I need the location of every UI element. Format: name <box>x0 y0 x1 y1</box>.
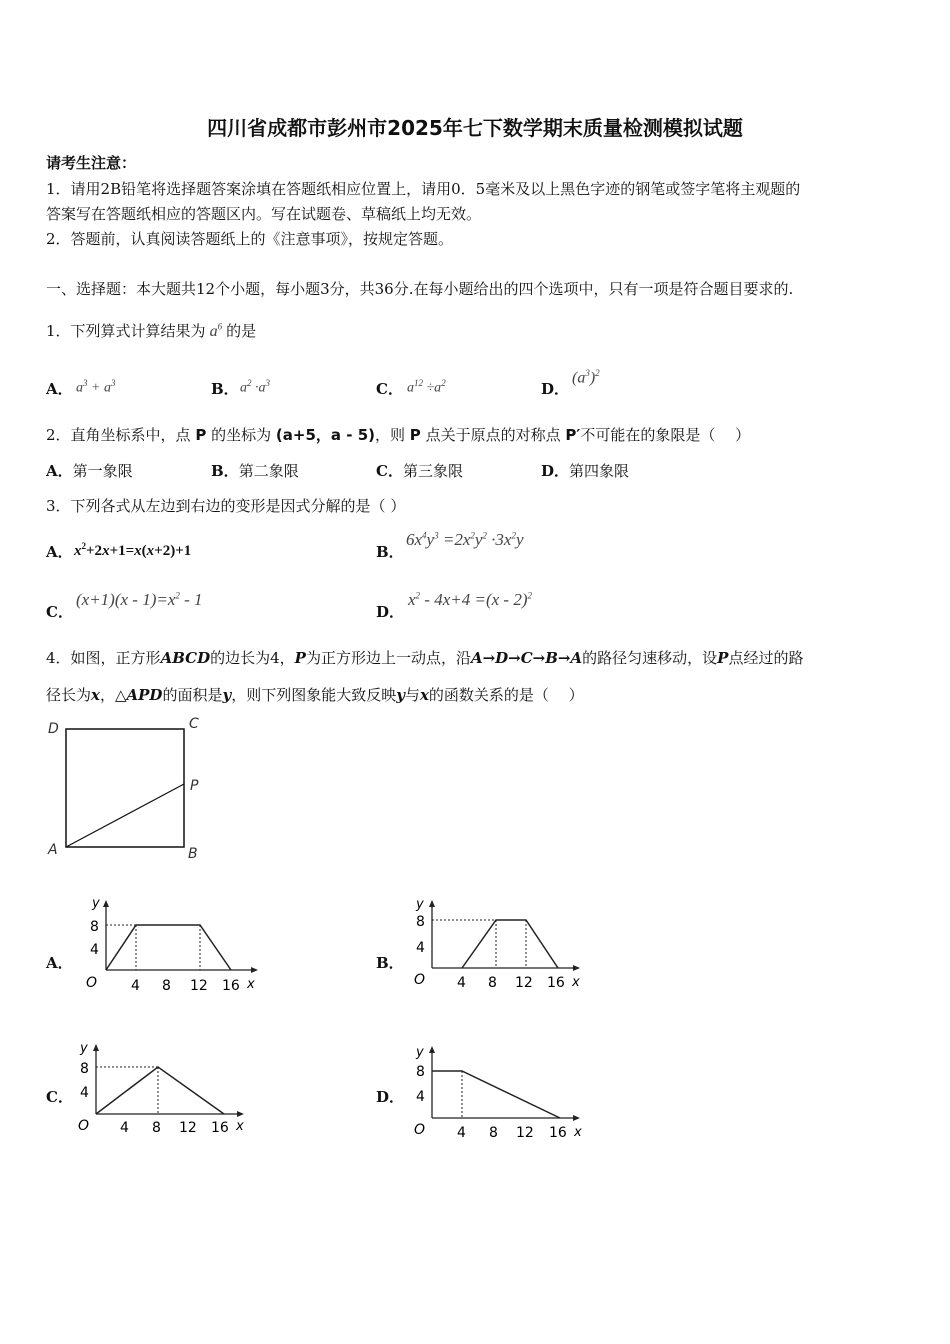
q3-option-b-label: B． <box>376 543 404 561</box>
stem-mid: 的坐标为 <box>211 426 272 444</box>
q1-option-c-label: C． <box>376 380 403 398</box>
stem-text: 的路径匀速移动，设 <box>582 649 718 667</box>
svg-text:O: O <box>86 975 98 991</box>
triangle-name: APD <box>126 686 163 704</box>
svg-text:x: x <box>574 1125 582 1140</box>
q3-option-d-label: D． <box>376 603 405 621</box>
stem-post: 不可能在的象限是（ ） <box>580 426 751 444</box>
svg-text:x: x <box>572 975 580 990</box>
q4-option-a-label: A． <box>46 954 73 972</box>
svg-text:O: O <box>78 1118 90 1134</box>
svg-text:8: 8 <box>90 919 99 935</box>
option-label: D． <box>541 462 570 480</box>
math-a6: $a^6$ <box>205 321 223 340</box>
q1-option-b-expr: $a^2 \cdot a^3$ <box>240 378 270 396</box>
stem-text: 的面积是 <box>162 686 223 704</box>
graph-b <box>404 894 594 994</box>
q3-option-d-expr: $x^2 - 4x+4 =(x - 2)^2$ <box>408 590 532 609</box>
svg-text:16: 16 <box>549 1125 567 1141</box>
q1-option-b-label: B． <box>211 380 239 398</box>
point-p-2: P <box>409 426 421 444</box>
option-text: 第三象限 <box>402 462 463 480</box>
svg-text:y: y <box>80 1041 88 1056</box>
svg-text:8: 8 <box>489 1125 498 1141</box>
option-label: C． <box>376 462 403 480</box>
q3-option-c-expr: $(x+1)(x - 1)=x^2 - 1$ <box>76 590 203 609</box>
stem-text: ，△ <box>99 686 127 704</box>
section-heading: 一、选择题：本大题共12个小题，每小题3分，共36分.在每小题给出的四个选项中，只有一项是符合题目要求的. <box>46 280 794 298</box>
option-label: B． <box>211 462 239 480</box>
q3-option-a-label: A． <box>46 543 73 561</box>
stem-text: 的函数关系的是（ ） <box>428 686 584 704</box>
svg-text:x: x <box>236 1119 244 1134</box>
square <box>66 729 184 847</box>
option-label: A． <box>46 462 73 480</box>
svg-text:8: 8 <box>152 1120 161 1136</box>
q1-option-d-expr: $(a^3)^2$ <box>572 368 600 387</box>
notice-line-1: 1．请用2B铅笔将选择题答案涂填在答题纸相应位置上，请用0．5毫米及以上黑色字迹的钢笔或签字笔将主观题的 <box>46 180 801 198</box>
svg-text:12: 12 <box>179 1120 197 1136</box>
svg-text:8: 8 <box>162 978 171 994</box>
square-name: ABCD <box>160 649 211 667</box>
question-number: 4． <box>46 649 71 667</box>
q4-option-b-label: B． <box>376 954 404 972</box>
q2-option-a <box>46 460 133 481</box>
stem-text: 为正方形边上一动点，沿 <box>305 649 471 667</box>
label-d: D <box>48 721 59 737</box>
stem-text: ，则下列图象能大致反映 <box>231 686 397 704</box>
question-number: 1． <box>46 322 71 340</box>
svg-text:y: y <box>416 1045 424 1060</box>
label-a: A <box>48 842 58 858</box>
page-title: 四川省成都市彭州市2025年七下数学期末质量检测模拟试题 <box>207 116 743 140</box>
q1-option-c-expr: $a^{12} \div a^2$ <box>407 378 446 396</box>
stem-post: 的是 <box>226 322 257 340</box>
stem-mid3: 点关于原点的对称点 <box>425 426 561 444</box>
label-p: P <box>190 778 199 794</box>
svg-text:4: 4 <box>457 1125 466 1141</box>
option-text: 第二象限 <box>238 462 299 480</box>
svg-text:4: 4 <box>80 1085 89 1101</box>
point-p: P <box>195 426 207 444</box>
var-x-2: x <box>419 686 429 704</box>
q2-option-b <box>211 460 299 481</box>
stem-text: 的边长为4， <box>210 649 295 667</box>
q1-option-a-label: A． <box>46 380 73 398</box>
function-line <box>96 1067 224 1114</box>
question-number: 2． <box>46 426 71 444</box>
label-b: B <box>188 846 198 862</box>
svg-text:8: 8 <box>80 1061 89 1077</box>
question-2-stem <box>46 424 750 445</box>
q4-option-c-label: C． <box>46 1088 73 1106</box>
stem-text: 点经过的路 <box>728 649 804 667</box>
svg-text:16: 16 <box>222 978 240 994</box>
svg-text:16: 16 <box>547 975 565 991</box>
question-3-stem <box>46 495 405 516</box>
graph-d <box>404 1040 594 1144</box>
q1-option-a-expr: $a^3 + a^3$ <box>76 378 116 396</box>
svg-text:16: 16 <box>211 1120 229 1136</box>
question-number: 3． <box>46 497 71 515</box>
svg-text:4: 4 <box>131 978 140 994</box>
graph-a <box>76 894 266 994</box>
svg-text:x: x <box>247 977 255 992</box>
notice-line-2: 答案写在答题纸相应的答题区内。写在试题卷、草稿纸上均无效。 <box>46 205 482 223</box>
q3-option-a-expr: $x^2+2x+1=x(x+2)+1$ <box>74 541 192 559</box>
svg-text:12: 12 <box>190 978 208 994</box>
point-p: P <box>294 649 306 667</box>
point-p-2: P <box>717 649 729 667</box>
svg-text:4: 4 <box>457 975 466 991</box>
svg-text:12: 12 <box>515 975 533 991</box>
svg-text:8: 8 <box>416 1064 425 1080</box>
stem-pre: 下列算式计算结果为 <box>70 322 206 340</box>
svg-text:4: 4 <box>416 940 425 956</box>
var-x: x <box>91 686 100 704</box>
question-4-line-1 <box>46 647 803 668</box>
notice-heading: 请考生注意： <box>46 154 137 172</box>
stem-text: 如图，正方形 <box>70 649 161 667</box>
question-1-stem <box>46 320 256 341</box>
svg-text:O: O <box>414 1122 426 1138</box>
svg-text:8: 8 <box>488 975 497 991</box>
function-line <box>432 1071 560 1118</box>
function-line <box>462 920 558 968</box>
svg-text:4: 4 <box>120 1120 129 1136</box>
label-c: C <box>189 716 199 732</box>
stem-mid2: ，则 <box>375 426 406 444</box>
svg-text:4: 4 <box>90 942 99 958</box>
q2-option-c <box>376 460 463 481</box>
stem-text: 径长为 <box>46 686 92 704</box>
var-y: y <box>222 686 232 704</box>
stem-pre: 直角坐标系中，点 <box>70 426 191 444</box>
q1-option-d-label: D． <box>541 380 570 398</box>
stem-text: 与 <box>404 686 420 704</box>
svg-text:y: y <box>416 897 424 912</box>
option-text: 第四象限 <box>569 462 630 480</box>
coordinate: (a+5，a - 5) <box>275 426 375 444</box>
square-figure <box>40 712 220 862</box>
q3-option-c-label: C． <box>46 603 73 621</box>
point-p-prime: P′ <box>565 426 581 444</box>
var-y-2: y <box>396 686 405 704</box>
notice-line-3: 2．答题前，认真阅读答题纸上的《注意事项》，按规定答题。 <box>46 230 454 248</box>
stem-text: 下列各式从左边到右边的变形是因式分解的是（ ） <box>70 497 406 515</box>
svg-text:12: 12 <box>516 1125 534 1141</box>
graph-c <box>72 1040 262 1140</box>
path-text: A→D→C→B→A <box>470 649 583 667</box>
svg-text:8: 8 <box>416 914 425 930</box>
question-4-line-2 <box>46 684 584 705</box>
segment-ap <box>66 784 184 847</box>
q2-option-d <box>541 460 629 481</box>
svg-text:y: y <box>92 896 100 911</box>
option-text: 第一象限 <box>72 462 133 480</box>
svg-text:O: O <box>414 972 426 988</box>
function-line <box>106 925 231 970</box>
svg-text:4: 4 <box>416 1089 425 1105</box>
q4-option-d-label: D． <box>376 1088 405 1106</box>
q3-option-b-expr: $6x^4y^3 =2x^2y^2 \cdot 3x^2y$ <box>406 530 524 549</box>
